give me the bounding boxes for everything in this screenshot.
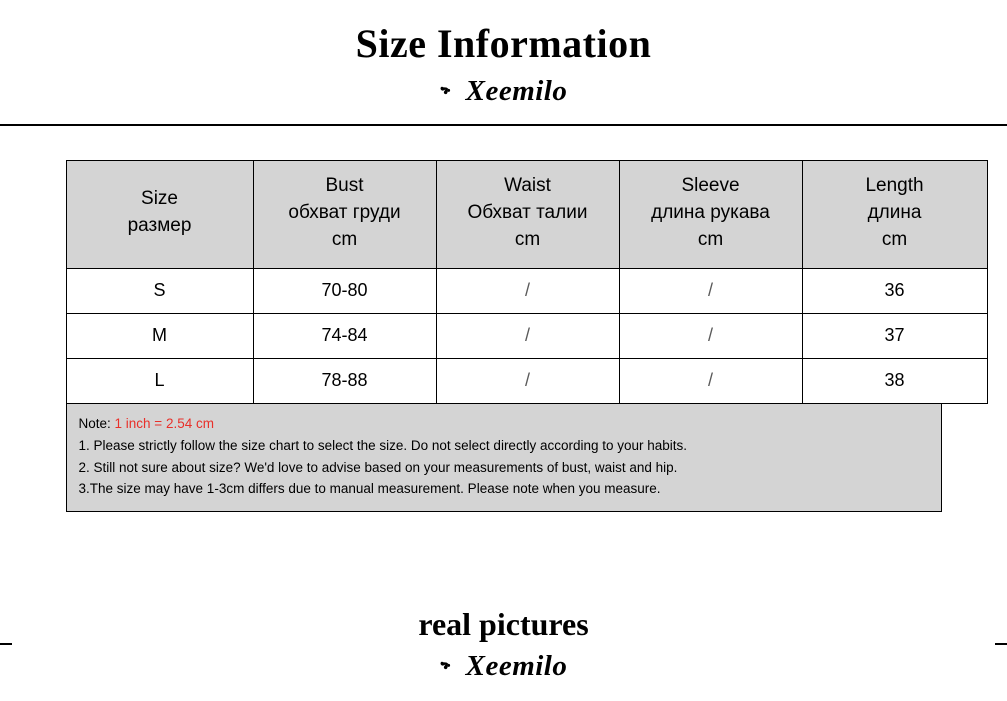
note-line-3: 3.The size may have 1-3cm differs due to manual measurement. Please note when you measure. [78,481,661,497]
footer-title: real pictures [418,606,589,642]
brand-name: Xeemilo [465,74,568,107]
size-table [66,160,988,404]
column-header-length: Length длина cm [802,161,987,269]
cell-size: M [66,313,253,358]
brand-footer [0,649,1007,683]
bow-icon [440,81,460,101]
column-header-waist: Waist Обхват талии cm [436,161,619,269]
table-row [66,313,987,358]
size-information-page [0,22,1007,701]
footer-divider-left [0,643,12,645]
brand-name: Xeemilo [465,649,568,682]
cell-length: 37 [802,313,987,358]
note-conversion-line [79,413,929,435]
note-box [66,404,942,512]
cell-waist: / [436,313,619,358]
cell-bust: 70-80 [253,268,436,313]
cell-waist: / [436,268,619,313]
footer [0,606,1007,701]
column-header-bust: Bust обхват груди cm [253,161,436,269]
column-header-sleeve: Sleeve длина рукава cm [619,161,802,269]
cell-size: L [66,358,253,403]
cell-sleeve: / [619,358,802,403]
header-divider [0,124,1007,126]
cell-bust: 78-88 [253,358,436,403]
footer-divider-right [995,643,1007,645]
cell-sleeve: / [619,313,802,358]
cell-length: 38 [802,358,987,403]
cell-bust: 74-84 [253,313,436,358]
cell-waist: / [436,358,619,403]
cell-size: S [66,268,253,313]
column-header-size: Size размер [66,161,253,269]
table-row [66,268,987,313]
brand-header [0,74,1007,108]
size-chart [66,160,942,512]
page-title: Size Information [355,21,652,66]
bow-icon [440,656,460,676]
note-line-2: 2. Still not sure about size? We'd love to advise based on your measurements of bust, waist and hip. [78,459,678,475]
cell-sleeve: / [619,268,802,313]
note-label: Note: [78,415,115,431]
table-header-row [66,161,987,269]
table-row [66,358,987,403]
note-conversion: 1 inch = 2.54 cm [114,415,214,431]
note-line-1: 1. Please strictly follow the size chart to select the size. Do not select directly according to your habits. [78,437,688,453]
cell-length: 36 [802,268,987,313]
